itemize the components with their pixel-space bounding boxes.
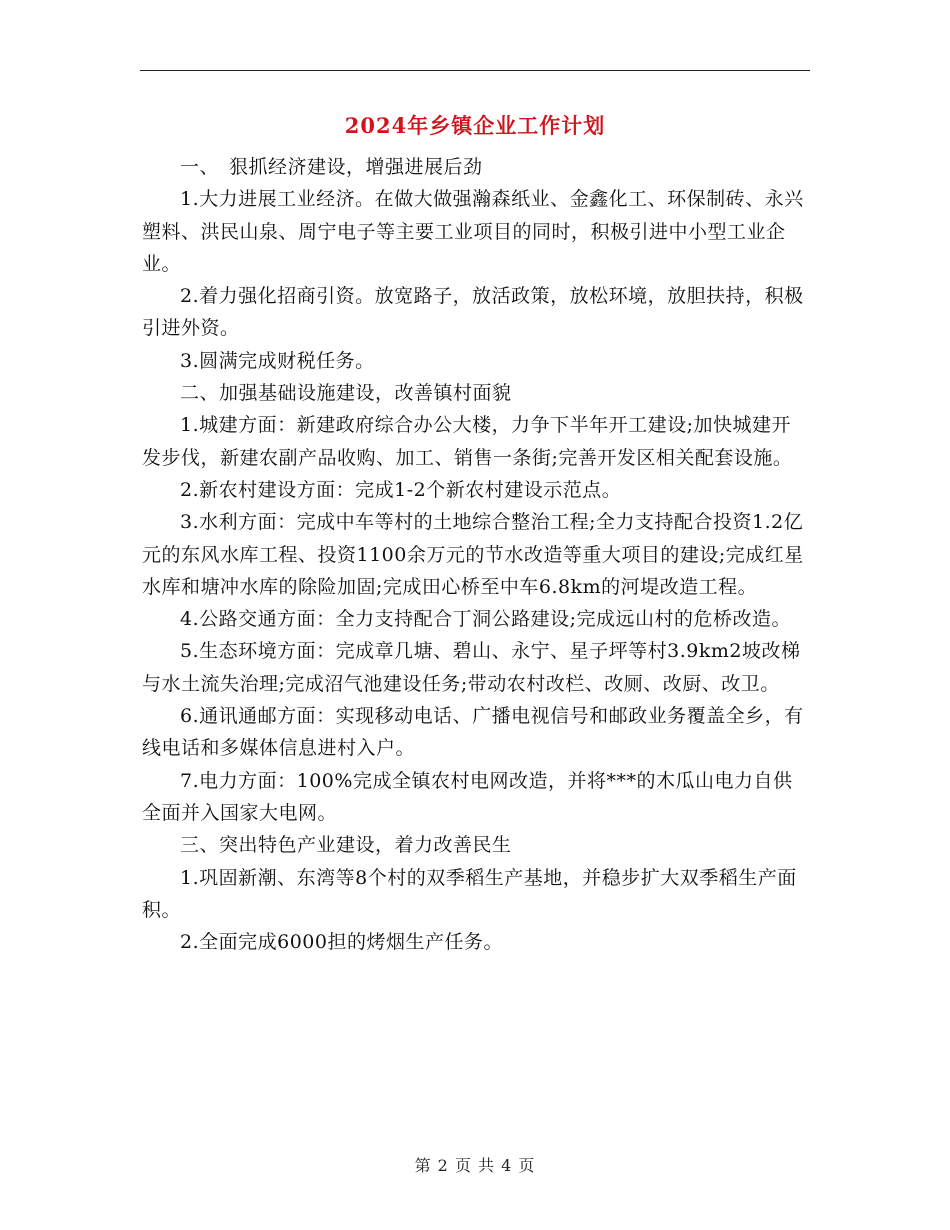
paragraph: 4.公路交通方面：全力支持配合丁洞公路建设;完成远山村的危桥改造。 [180, 608, 792, 631]
document-body [142, 151, 810, 958]
paragraph: 5.生态环境方面：完成章几塘、碧山、永宁、星子坪等村3.9km2坡改梯与水土流失治理;完成沼气池建设任务;带动农村改栏、改厕、改厨、改卫。 [142, 640, 801, 695]
paragraph: 1.大力进展工业经济。在做大做强瀚森纸业、金鑫化工、环保制砖、永兴塑料、洪民山泉、周宁电子等主要工业项目的同时，积极引进中小型工业企业。 [142, 188, 804, 275]
section-heading: 一、 狠抓经济建设，增强进展后劲 [180, 156, 483, 178]
document-title: 2024年乡镇企业工作计划 [344, 113, 606, 138]
section-heading: 三、突出特色产业建设，着力改善民生 [180, 834, 512, 857]
paragraph: 7.电力方面：100%完成全镇农村电网改造，并将***的木瓜山电力自供全面并入国家大电网。 [142, 769, 793, 824]
paragraph: 6.通讯通邮方面：实现移动电话、广播电视信号和邮政业务覆盖全乡，有线电话和多媒体信息进村入户。 [142, 705, 804, 760]
header-rule [140, 70, 810, 71]
paragraph: 1.巩固新潮、东湾等8个村的双季稻生产基地，并稳步扩大双季稻生产面积。 [142, 866, 797, 921]
section-heading: 二、加强基础设施建设，改善镇村面貌 [180, 382, 512, 405]
page-number: 第 2 页 共 4 页 [414, 1156, 536, 1175]
paragraph: 2.新农村建设方面：完成1-2个新农村建设示范点。 [180, 478, 622, 501]
paragraph: 2.着力强化招商引资。放宽路子，放活政策，放松环境，放胆扶持，积极引进外资。 [142, 285, 804, 340]
paragraph: 2.全面完成6000担的烤烟生产任务。 [180, 931, 503, 954]
paragraph: 1.城建方面：新建政府综合办公大楼，力争下半年开工建设;加快城建开发步伐，新建农副产品收购、加工、销售一条街;完善开发区相关配套设施。 [142, 414, 793, 469]
paragraph: 3.圆满完成财税任务。 [180, 349, 375, 372]
paragraph: 3.水利方面：完成中车等村的土地综合整治工程;全力支持配合投资1.2亿元的东风水库工程、投资1100余万元的节水改造等重大项目的建设;完成红星水库和塘冲水库的除险加固;完成田心桥至中车6.8km的河堤改造工程。 [142, 511, 804, 598]
